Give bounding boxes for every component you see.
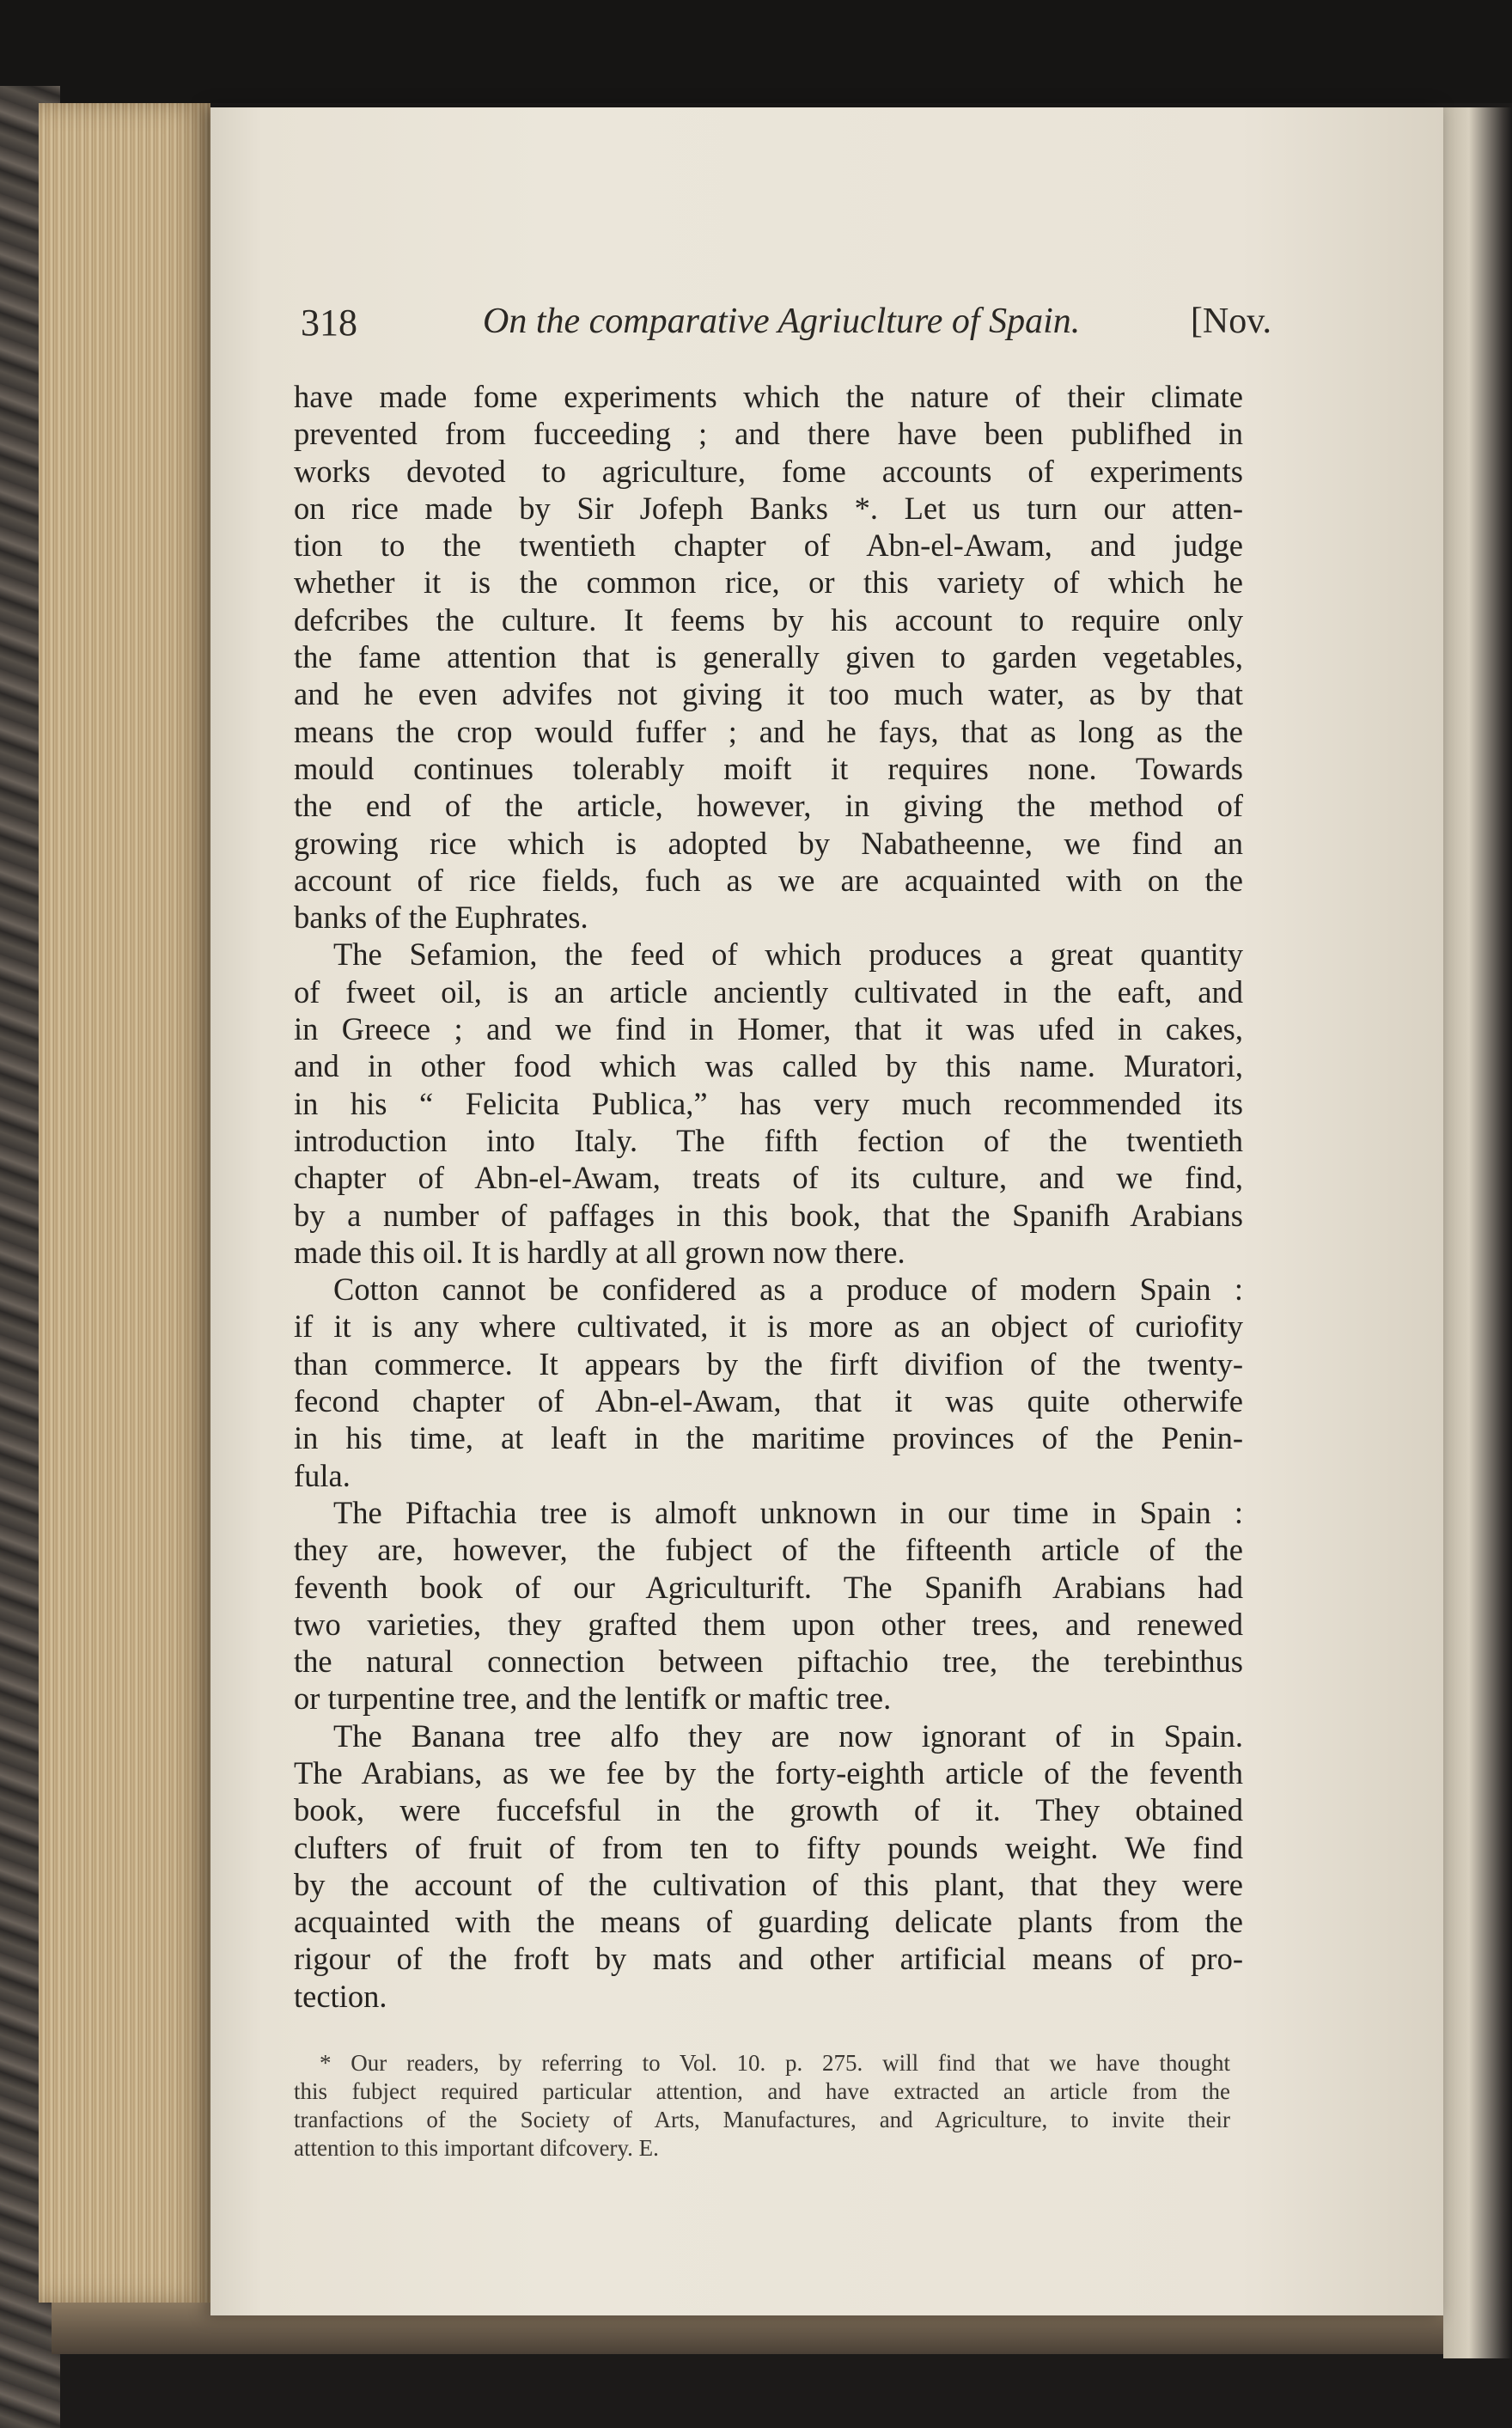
text-line: The Sefamion, the feed of which produces a great quantity xyxy=(333,936,1243,973)
text-line: tection. xyxy=(294,1978,387,2014)
text-line: have made fome experiments which the nature of their climate xyxy=(294,379,1243,414)
text-line: mould continues tolerably moift it requires none. Towards xyxy=(294,750,1243,786)
footnote-line: tranfactions of the Society of Arts, Manufactures, and Agriculture, to invite their xyxy=(294,2107,1230,2132)
text-line: Cotton cannot be confidered as a produce of modern Spain : xyxy=(333,1272,1243,1308)
text-line: account of rice fields, fuch as we are acquainted with on the xyxy=(294,862,1243,898)
text-line: fula. xyxy=(294,1457,351,1493)
text-line: clufters of fruit of from ten to fifty pounds weight. We find xyxy=(294,1829,1243,1865)
text-line: book, were fuccefsful in the growth of it. They obtained xyxy=(294,1792,1243,1828)
text-line: the fame attention that is generally given to garden vegetables, xyxy=(294,639,1243,675)
text-line: tion to the twentieth chapter of Abn-el-Awam, and judge xyxy=(294,528,1243,564)
body-text xyxy=(294,378,1243,2015)
text-line: rigour of the froft by mats and other artificial means of pro- xyxy=(294,1941,1243,1977)
text-line: the end of the article, however, in giving the method of xyxy=(294,788,1243,824)
text-line: on rice made by Sir Jofeph Banks *. Let us turn our atten- xyxy=(294,490,1243,526)
page-edges xyxy=(39,103,210,2303)
text-line: prevented from fucceeding ; and there have been publifhed in xyxy=(294,416,1243,452)
text-line: of fweet oil, is an article anciently cultivated in the eaft, and xyxy=(294,973,1243,1010)
text-line: The Banana tree alfo they are now ignorant of in Spain. xyxy=(333,1717,1243,1754)
facing-page-edge xyxy=(1443,107,1512,2358)
text-line: and he even advifes not giving it too much water, as by that xyxy=(294,676,1243,712)
text-line: than commerce. It appears by the firft divifion of the twenty- xyxy=(294,1345,1243,1382)
running-header xyxy=(301,301,1271,352)
text-line: works devoted to agriculture, fome accounts of experiments xyxy=(294,453,1243,489)
text-line: whether it is the common rice, or this variety of which he xyxy=(294,564,1243,601)
text-line: by the account of the cultivation of this plant, that they were xyxy=(294,1866,1243,1902)
text-line: banks of the Euphrates. xyxy=(294,900,588,936)
text-line: two varieties, they grafted them upon other trees, and renewed xyxy=(294,1606,1243,1642)
text-line: chapter of Abn-el-Awam, treats of its culture, and we find, xyxy=(294,1160,1243,1196)
text-line: they are, however, the fubject of the fifteenth article of the xyxy=(294,1532,1243,1568)
text-line: in his time, at leaft in the maritime provinces of the Penin- xyxy=(294,1420,1243,1456)
running-title: On the comparative Agriuclture of Spain. xyxy=(483,302,1081,341)
text-line: if it is any where cultivated, it is more as an object of curiofity xyxy=(294,1309,1243,1345)
footnote-line: attention to this important difcovery. E. xyxy=(294,2135,659,2161)
text-line: and in other food which was called by this name. Muratori, xyxy=(294,1048,1243,1084)
text-line: means the crop would fuffer ; and he fays, that as long as the xyxy=(294,713,1243,749)
text-line: in Greece ; and we find in Homer, that it was ufed in cakes, xyxy=(294,1011,1243,1047)
text-line: The Piftachia tree is almoft unknown in our time in Spain : xyxy=(333,1494,1243,1530)
text-line: the natural connection between piftachio tree, the terebinthus xyxy=(294,1644,1243,1680)
text-line: in his “ Felicita Publica,” has very much recommended its xyxy=(294,1085,1243,1121)
text-line: fecond chapter of Abn-el-Awam, that it was quite otherwife xyxy=(294,1383,1243,1419)
header-month: [Nov. xyxy=(1190,302,1271,341)
background-top xyxy=(0,0,1512,103)
page-number: 318 xyxy=(301,302,357,344)
text-line: by a number of paffages in this book, that the Spanifh Arabians xyxy=(294,1197,1243,1233)
text-line: defcribes the culture. It feems by his account to require only xyxy=(294,601,1243,638)
text-line: acquainted with the means of guarding delicate plants from the xyxy=(294,1904,1243,1940)
footnote xyxy=(294,2049,1230,2163)
footnote-line: this fubject required particular attention, and have extracted an article from the xyxy=(294,2078,1230,2104)
text-line: introduction into Italy. The fifth fection of the twentieth xyxy=(294,1122,1243,1158)
text-line: made this oil. It is hardly at all grown now there. xyxy=(294,1234,905,1270)
text-line: growing rice which is adopted by Nabatheenne, we find an xyxy=(294,825,1243,861)
text-line: The Arabians, as we fee by the forty-eighth article of the feventh xyxy=(294,1754,1243,1790)
text-line: or turpentine tree, and the lentifk or maftic tree. xyxy=(294,1681,892,1717)
text-line: feventh book of our Agriculturift. The Spanifh Arabians had xyxy=(294,1569,1243,1605)
footnote-line: * Our readers, by referring to Vol. 10. p. 275. will find that we have thought xyxy=(320,2050,1230,2076)
